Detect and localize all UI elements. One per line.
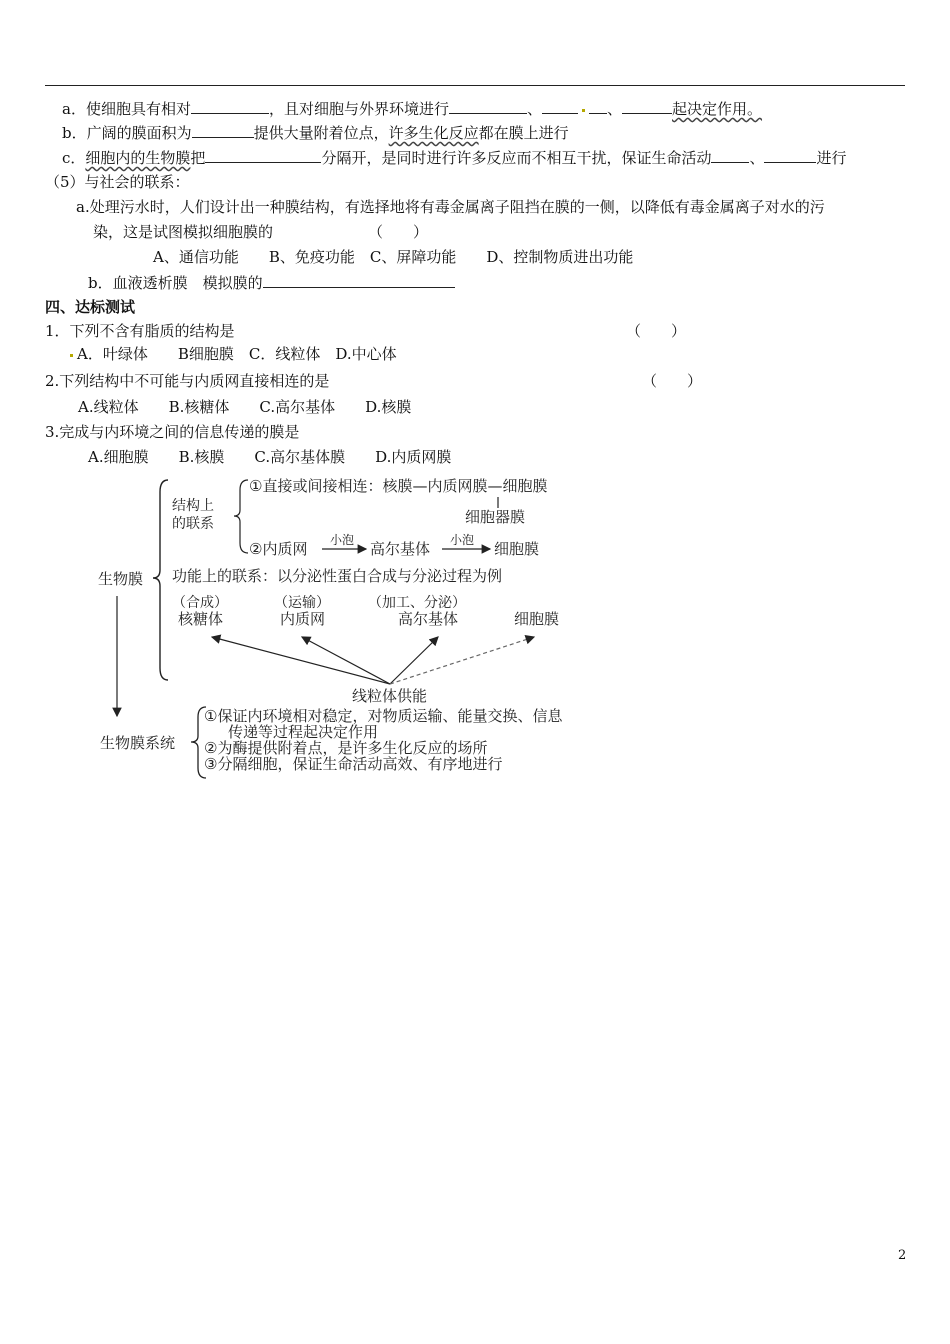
vesicle-label-2: 小泡 <box>450 533 475 547</box>
text: 、 <box>606 100 622 118</box>
stage2: 内质网 <box>280 610 326 628</box>
stage2-top: （运输） <box>274 595 330 611</box>
energy-label: 线粒体供能 <box>352 687 428 705</box>
text: a．使细胞具有相对 <box>62 100 191 118</box>
text: b．广阔的膜面积为 <box>62 124 192 142</box>
text: 提供大量附着位点， <box>253 124 389 142</box>
item1-sub: 细胞器膜 <box>465 508 526 526</box>
item2-membrane: 细胞膜 <box>494 540 540 558</box>
page-number: 2 <box>898 1248 907 1263</box>
energy-arrow-3 <box>390 637 438 684</box>
text: 染，这是试图模拟细胞膜的 <box>93 223 274 241</box>
structure-brace <box>234 480 248 553</box>
structure-label-2: 的联系 <box>172 516 214 532</box>
system-label: 生物膜系统 <box>100 734 176 752</box>
text: 、 <box>526 100 542 118</box>
q1-paren: （ ） <box>626 322 687 340</box>
sys-1b: 传递等过程起决定作用 <box>228 723 379 741</box>
text: 进行 <box>816 149 847 167</box>
energy-arrow-1 <box>212 637 390 684</box>
text: A．叶绿体 B细胞膜 C．线粒体 D.中心体 <box>77 345 397 363</box>
stage1-top: （合成） <box>172 595 228 611</box>
text: 许多生化反应 <box>388 124 479 142</box>
text: 分隔开，是同时进行许多反应而不相互干扰，保证生命活动 <box>321 149 712 167</box>
text: ，且对细胞与外界环境进行 <box>268 100 449 118</box>
text: 把 <box>190 149 206 167</box>
text: 细胞内的生物膜 <box>85 149 191 167</box>
text: 起决定作用。 <box>672 100 763 118</box>
sys-2: ②为酶提供附着点，是许多生化反应的场所 <box>204 739 488 757</box>
answer-paren: （ ） <box>368 223 429 241</box>
q2-options: A.线粒体 B.核糖体 C.高尔基体 D.核膜 <box>78 398 412 416</box>
sys-3: ③分隔细胞，保证生命活动高效、有序地进行 <box>204 755 503 773</box>
q3: 3.完成与内环境之间的信息传递的膜是 <box>45 423 300 441</box>
item2-er: ②内质网 <box>249 540 308 558</box>
text: b．血液透析膜 模拟膜的 <box>88 274 263 292</box>
q2: 2.下列结构中不可能与内质网直接相连的是 <box>45 372 330 390</box>
vesicle-label-1: 小泡 <box>330 533 355 547</box>
sys-1a: ①保证内环境相对稳定，对物质运输、能量交换、信息 <box>204 707 563 725</box>
item2-golgi: 高尔基体 <box>370 540 431 558</box>
stage3-top: （加工、分泌） <box>368 595 466 611</box>
stage4: 细胞膜 <box>514 610 560 628</box>
society-title: （5）与社会的联系： <box>45 173 190 191</box>
text: 、 <box>749 149 765 167</box>
function-line: 功能上的联系：以分泌性蛋白合成与分泌过程为例 <box>172 567 503 585</box>
society-a-line1: a.处理污水时，人们设计出一种膜结构，有选择地将有毒金属离子阻挡在膜的一侧，以降低有毒金属离子对水的污 <box>76 198 825 216</box>
test-heading: 四、达标测试 <box>45 298 136 316</box>
root-label: 生物膜 <box>98 570 144 588</box>
item1: ①直接或间接相连：核膜—内质网膜—细胞膜 <box>249 477 548 495</box>
text: c． <box>62 149 86 167</box>
society-options: A、通信功能 B、免疫功能 C、屏障功能 D、控制物质进出功能 <box>153 248 634 266</box>
energy-arrow-2 <box>302 637 390 684</box>
text: 都在膜上进行 <box>478 124 569 142</box>
q3-options: A.细胞膜 B.核膜 C.高尔基体膜 D.内质网膜 <box>88 448 452 466</box>
energy-arrow-4 <box>390 637 534 684</box>
structure-label-1: 结构上 <box>172 498 214 514</box>
stage3: 高尔基体 <box>398 610 459 628</box>
q2-paren: （ ） <box>642 372 703 390</box>
q1: 1．下列不含有脂质的结构是 <box>45 322 235 340</box>
root-brace <box>153 480 168 680</box>
stage1: 核糖体 <box>178 610 224 628</box>
